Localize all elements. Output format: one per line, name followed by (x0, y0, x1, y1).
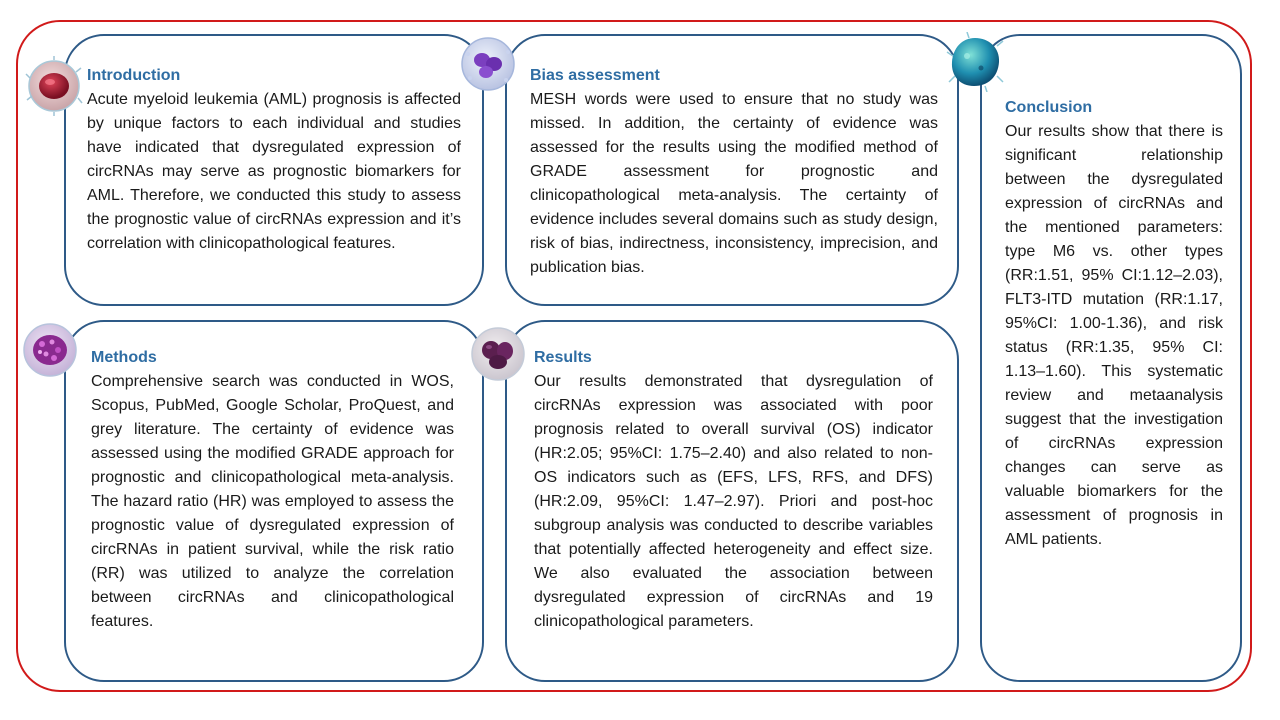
bias-assessment-text: MESH words were used to ensure that no study was missed. In addition, the certainty of evidence was assessed for the results using the modified method of GRADE assessment for prognostic and clinicopathological meta-analysis. The certainty of evidence includes several domains such as study design, risk of bias, indirectness, inconsistency, imprecision, and publication bias. (530, 91, 938, 276)
introduction-title: Introduction (87, 67, 181, 84)
bias-assessment-title: Bias assessment (530, 67, 660, 84)
conclusion-text: Our results show that there is significant relationship between the dysregulated expression of circRNAs and the mentioned parameters: type M6 vs. other types (RR:1.51, 95% CI:1.12–2.03), FLT3-ITD mutation (RR:1.17, 95%CI: 1.00-1.36), and risk status (RR:1.35, 95% CI: 1.13–1.60). This systematic review and metaanalysis suggest that the investigation of circRNAs expression changes can serve as valuable biomarkers for the assessment of prognosis in AML patients. (1005, 123, 1223, 548)
monocyte-cell-purple-icon (468, 324, 528, 384)
conclusion-title: Conclusion (1005, 99, 1093, 116)
results-text: Our results demonstrated that dysregulation of circRNAs expression was associated with poor prognosis related to overall survival (OS) indicator (HR:2.05; 95%CI: 1.75–2.40) and also related to non-OS indicators such as (EFS, LFS, RFS, and DFS) (HR:2.09, 95%CI: 1.47–2.97). Priori and post-hoc subgroup analysis was conducted to describe variables that potentially affected heterogeneity and effect size. We also evaluated the association between dysregulated expression of circRNAs and 19 clinicopathological parameters. (534, 373, 933, 630)
blue-green-cell-icon (945, 32, 1005, 92)
leukemia-cell-red-icon (24, 56, 84, 116)
methods-text: Comprehensive search was conducted in WOS, Scopus, PubMed, Google Scholar, ProQuest, and grey literature. The certainty of evidence was assessed using the modified GRADE approach for prognostic and clinicopathological meta-analysis. The hazard ratio (HR) was employed to assess the prognostic value of dysregulated expression of circRNAs in patient survival, while the risk ratio (RR) was utilized to analyze the correlation between circRNAs and clinicopathological features. (91, 373, 454, 630)
introduction-text: Acute myeloid leukemia (AML) prognosis is affected by unique factors to each individual and studies have indicated that dysregulated expression of circRNAs may serve as prognostic biomarkers for AML. Therefore, we conducted this study to assess the prognostic value of circRNAs expression and it’s correlation with clinicopathological features. (87, 91, 461, 252)
results-title: Results (534, 349, 592, 366)
methods-title: Methods (91, 349, 157, 366)
granulocyte-cell-purple-icon (20, 320, 80, 380)
neutrophil-cell-icon (458, 34, 518, 94)
